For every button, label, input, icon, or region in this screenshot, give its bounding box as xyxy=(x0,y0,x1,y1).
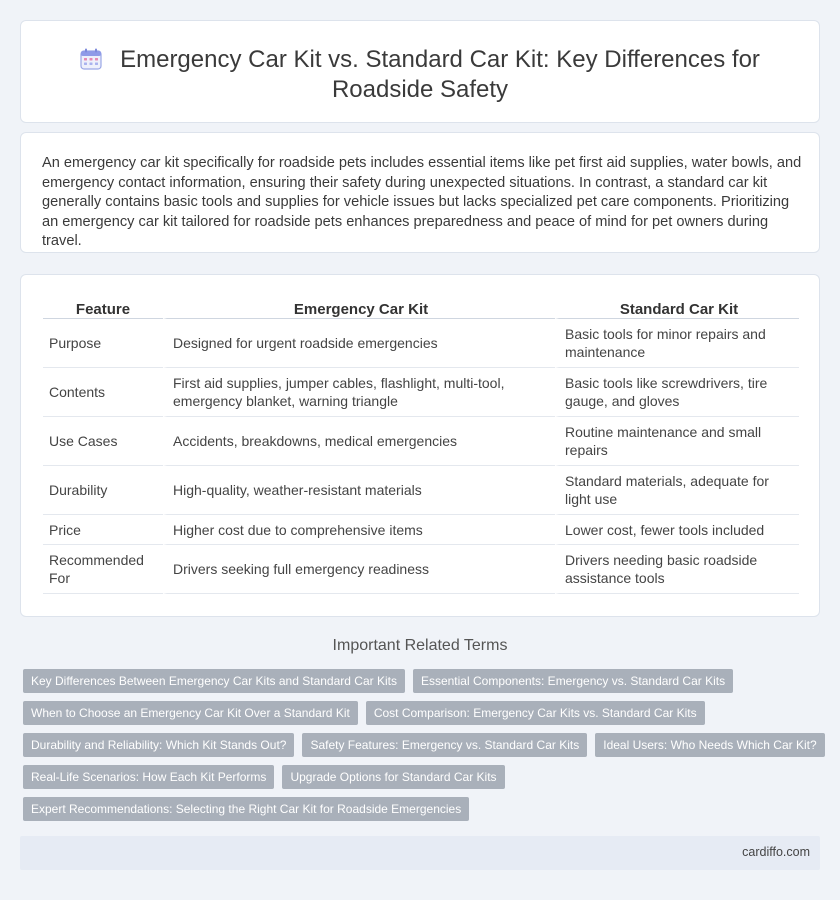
header-emergency-kit: Emergency Car Kit xyxy=(163,297,555,319)
cell-emergency: High-quality, weather-resistant materials xyxy=(163,466,555,515)
cell-standard: Basic tools like screwdrivers, tire gauge, and gloves xyxy=(555,368,799,417)
title-line-2: Roadside Safety xyxy=(331,76,509,103)
cell-emergency: Higher cost due to comprehensive items xyxy=(163,515,555,545)
table-row xyxy=(43,417,799,466)
footer xyxy=(20,836,820,870)
cell-feature: Purpose xyxy=(43,319,163,368)
related-term-tag[interactable]: Key Differences Between Emergency Car Kits and Standard Car Kits xyxy=(23,669,405,693)
title-card xyxy=(20,20,820,123)
related-term-tag[interactable]: Essential Components: Emergency vs. Standard Car Kits xyxy=(413,669,733,693)
footer-site-link[interactable]: cardiffo.com xyxy=(742,845,810,859)
related-term-tag[interactable]: Ideal Users: Who Needs Which Car Kit? xyxy=(595,733,824,757)
intro-card xyxy=(20,132,820,253)
table-row xyxy=(43,515,799,545)
related-term-tag[interactable]: Expert Recommendations: Selecting the Right Car Kit for Roadside Emergencies xyxy=(23,797,469,821)
comparison-table xyxy=(43,297,799,594)
header-standard-kit: Standard Car Kit xyxy=(555,297,799,319)
page-title xyxy=(21,45,819,105)
table-header-row xyxy=(43,297,799,319)
related-terms-list xyxy=(23,669,823,829)
cell-emergency: First aid supplies, jumper cables, flashlight, multi-tool, emergency blanket, warning triangle xyxy=(163,368,555,417)
cell-standard: Drivers needing basic roadside assistance tools xyxy=(555,545,799,594)
related-term-tag[interactable]: Safety Features: Emergency vs. Standard Car Kits xyxy=(302,733,587,757)
table-row xyxy=(43,466,799,515)
cell-emergency: Accidents, breakdowns, medical emergencies xyxy=(163,417,555,466)
table-row xyxy=(43,368,799,417)
cell-feature: Contents xyxy=(43,368,163,417)
cell-emergency: Designed for urgent roadside emergencies xyxy=(163,319,555,368)
related-term-tag[interactable]: Cost Comparison: Emergency Car Kits vs. Standard Car Kits xyxy=(366,701,705,725)
cell-feature: Durability xyxy=(43,466,163,515)
table-row xyxy=(43,319,799,368)
related-term-tag[interactable]: Durability and Reliability: Which Kit Stands Out? xyxy=(23,733,294,757)
related-term-tag[interactable]: When to Choose an Emergency Car Kit Over a Standard Kit xyxy=(23,701,358,725)
table-row xyxy=(43,545,799,594)
cell-standard: Routine maintenance and small repairs xyxy=(555,417,799,466)
calendar-icon xyxy=(80,48,102,70)
cell-standard: Standard materials, adequate for light use xyxy=(555,466,799,515)
comparison-card xyxy=(20,274,820,617)
cell-feature: Recommended For xyxy=(43,545,163,594)
related-terms-title: Important Related Terms xyxy=(332,637,508,654)
cell-emergency: Drivers seeking full emergency readiness xyxy=(163,545,555,594)
cell-feature: Use Cases xyxy=(43,417,163,466)
header-feature: Feature xyxy=(43,297,163,319)
title-line-1: Emergency Car Kit vs. Standard Car Kit: Key Differences for xyxy=(120,46,760,73)
related-term-tag[interactable]: Upgrade Options for Standard Car Kits xyxy=(282,765,504,789)
cell-standard: Basic tools for minor repairs and maintenance xyxy=(555,319,799,368)
intro-paragraph: An emergency car kit specifically for roadside pets includes essential items like pet first aid supplies, water bowls, and emergency contact information, ensuring their safety during unexpected situations. In contrast, a standard car kit generally contains basic tools and supplies for vehicle issues but lacks specialized pet care components. Prioritizing an emergency car kit tailored for roadside pets enhances preparedness and peace of mind for pet owners during travel. xyxy=(42,155,802,249)
cell-standard: Lower cost, fewer tools included xyxy=(555,515,799,545)
related-term-tag[interactable]: Real-Life Scenarios: How Each Kit Performs xyxy=(23,765,274,789)
cell-feature: Price xyxy=(43,515,163,545)
